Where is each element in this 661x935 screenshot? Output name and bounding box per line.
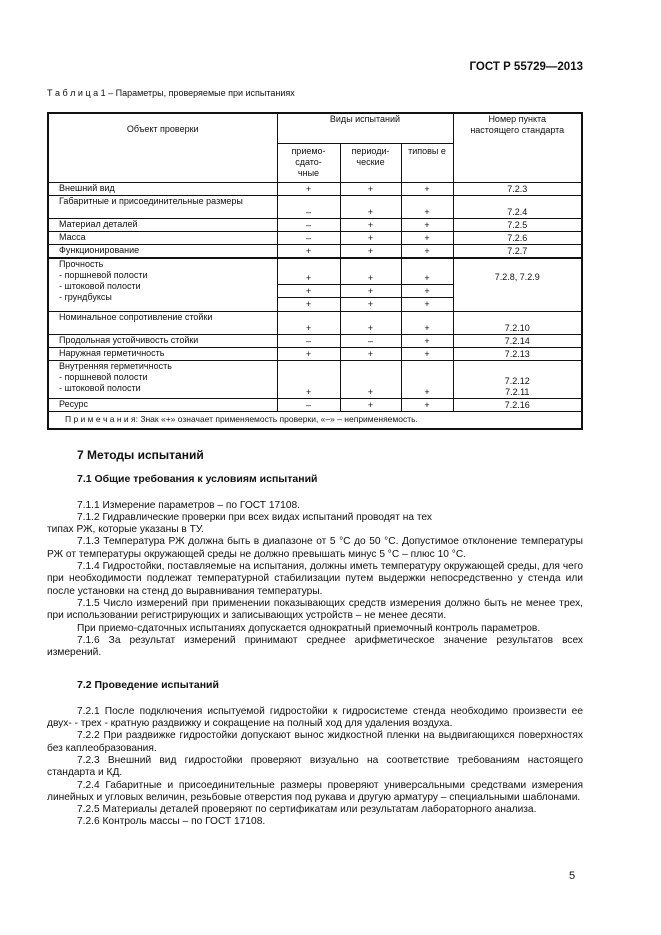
paragraph: типах РЖ, которые указаны в ТУ. (47, 524, 204, 536)
row-mark: + (341, 285, 401, 298)
row-acceptance: – (277, 398, 340, 411)
row-periodic: + (340, 360, 401, 398)
page-number: 5 (569, 870, 576, 882)
header-types: Виды испытаний (277, 113, 453, 143)
table-note: П р и м е ч а н и я: Знак «+» означает применяемость проверки, «–» – неприменяемость. (48, 411, 582, 429)
table-row (48, 218, 582, 231)
row-sub: - поршневой полости (59, 269, 148, 280)
section-7 (47, 449, 583, 829)
row-mark: + (305, 298, 312, 309)
table-row (48, 231, 582, 244)
paragraph: 7.1.2 Гидравлические проверки при всех видах испытаний проводят на тех (77, 511, 432, 523)
row-acceptance: – (277, 334, 340, 347)
row-object: Внутренняя герметичность (59, 360, 172, 371)
row-object: Внешний вид (48, 182, 277, 195)
row-periodic: + (340, 182, 401, 195)
table-row (48, 258, 582, 312)
row-periodic: + (340, 195, 401, 218)
row-mark: + (278, 285, 340, 298)
row-type: + (401, 360, 453, 398)
row-clause: 7.2.7 (453, 244, 582, 258)
row-periodic: + (340, 347, 401, 360)
paragraph: 7.1.5 Число измерений при применении показывающих средств измерения должно быть не менее трех, при использовании регистрирующих и записывающих устройств – не менее десяти. (47, 597, 583, 622)
row-clause: 7.2.3 (453, 182, 582, 195)
row-clause: 7.2.16 (453, 398, 582, 411)
row-mark: + (341, 272, 401, 285)
row-acceptance: + (277, 347, 340, 360)
paragraph: 7.1.3 Температура РЖ должна быть в диапазоне от 5 °С до 50 °С. Допустимое отклонение температуры РЖ от температуры окружающей среды не должно превышать минус 5 °С – плюс 10 °С. (47, 536, 583, 560)
row-type: + (401, 244, 453, 258)
row-sub: - поршневой полости (59, 371, 148, 382)
row-mark: + (402, 285, 453, 298)
row-type: + (401, 398, 453, 411)
row-object: Наружная герметичность (48, 347, 277, 360)
row-periodic: + (340, 218, 401, 231)
header-clause: Номер пункта настоящего стандарта (453, 113, 582, 182)
table-row (48, 334, 582, 347)
table-caption: Т а б л и ц а 1 – Параметры, проверяемые при испытаниях (47, 88, 295, 98)
subsection-title: 7.1 Общие требования к условиям испытаний (77, 473, 318, 486)
paragraph: 7.2.4 Габаритные и присоединительные размеры проверяют универсальными средствами измерения линейных и угловых величин, резьбовые отверстия под рукава и другую арматуру – специальными шаблонами. (47, 779, 583, 803)
row-type: + (401, 311, 453, 334)
row-type: + (401, 347, 453, 360)
row-type: + (401, 182, 453, 195)
row-mark: + (424, 298, 430, 309)
paragraph: 7.2.5 Материалы деталей проверяют по сертификатам или результатам лабораторного анализа. (77, 804, 537, 816)
row-mark: + (402, 272, 453, 285)
standard-header: ГОСТ Р 55729—2013 (469, 61, 583, 73)
row-clause: 7.2.4 (453, 195, 582, 218)
table-row (48, 195, 582, 218)
row-sub: - грундбуксы (59, 291, 112, 302)
row-clause: 7.2.10 (453, 311, 582, 334)
row-type: + (401, 195, 453, 218)
subsection-title: 7.2 Проведение испытаний (77, 679, 219, 692)
row-mark: + (278, 272, 340, 285)
row-clause: 7.2.13 (453, 347, 582, 360)
row-clause: 7.2.12 (504, 375, 530, 386)
paragraph: При приемо-сдаточных испытаниях допускается однократный приемочный контроль параметров. (77, 622, 541, 634)
paragraph: 7.1.6 За результат измерений принимают среднее арифметическое значение результатов всех измерений. (47, 634, 583, 659)
row-object: Материал деталей (48, 218, 277, 231)
row-periodic: – (340, 334, 401, 347)
row-sub: - штоковой полости (59, 280, 141, 291)
row-object: Номинальное сопротивление стойки (48, 311, 277, 334)
paragraph: 7.2.1 После подключения испытуемой гидростойки к гидросистеме стенда необходимо произвести ее двух- - трех - кратную раздвижку и сокращение на полный ход для удаления воздуха. (47, 705, 583, 730)
header-object: Объект проверки (48, 113, 277, 182)
row-object: Прочность (59, 258, 104, 269)
row-clause: 7.2.6 (453, 231, 582, 244)
row-periodic: + (340, 244, 401, 258)
table-row (48, 311, 582, 334)
row-clause: 7.2.5 (453, 218, 582, 231)
row-type: + (401, 218, 453, 231)
table-row (48, 182, 582, 195)
row-periodic: + (340, 398, 401, 411)
paragraph: 7.1.4 Гидростойки, поставляемые на испытания, должны иметь температуру окружающей среды, для чего при необходимости подлежат температурной стабилизации путем выдержки непосредственно у стенда или после установки на стенд до выравнивания температуры. (47, 561, 583, 597)
row-object: Габаритные и присоединительные размеры (48, 195, 277, 218)
paragraph: 7.1.1 Измерение параметров – по ГОСТ 17108. (77, 499, 300, 511)
row-acceptance: + (277, 311, 340, 334)
row-acceptance: – (277, 218, 340, 231)
row-clause: 7.2.11 (505, 386, 530, 397)
row-type: + (401, 334, 453, 347)
section-title: 7 Методы испытаний (77, 448, 204, 462)
paragraph: 7.2.2 При раздвижке гидростойки допускают вынос жидкостной пленки на выдвигающихся поверхностях без каплеобразования. (47, 730, 583, 754)
parameters-table (47, 112, 583, 430)
paragraph: 7.2.3 Внешний вид гидростойки проверяют визуально на соответствие требованиям настоящего стандарта и КД. (47, 754, 583, 779)
row-acceptance: – (277, 231, 340, 244)
table-row (48, 360, 582, 398)
row-type: + (401, 231, 453, 244)
table-row (48, 347, 582, 360)
table-row (48, 398, 582, 411)
row-acceptance: – (277, 195, 340, 218)
row-object: Функционирование (48, 244, 277, 258)
row-clause: 7.2.14 (453, 334, 582, 347)
table-row (48, 244, 582, 258)
row-object: Масса (48, 231, 277, 244)
row-acceptance: + (277, 244, 340, 258)
row-periodic: + (340, 311, 401, 334)
row-object: Продольная устойчивость стойки (48, 334, 277, 347)
row-periodic: + (340, 231, 401, 244)
paragraph: 7.2.6 Контроль массы – по ГОСТ 17108. (77, 816, 266, 828)
row-mark: + (367, 298, 374, 309)
row-sub: - штоковой полости (59, 382, 141, 393)
header-acceptance: приемо-сдато-чные (277, 143, 340, 182)
header-periodic: периоди-ческие (340, 143, 401, 182)
row-clause: 7.2.8, 7.2.9 (453, 258, 582, 312)
row-object: Ресурс (48, 398, 277, 411)
row-acceptance: + (277, 360, 340, 398)
header-type: типовы е (401, 143, 453, 182)
row-acceptance: + (277, 182, 340, 195)
